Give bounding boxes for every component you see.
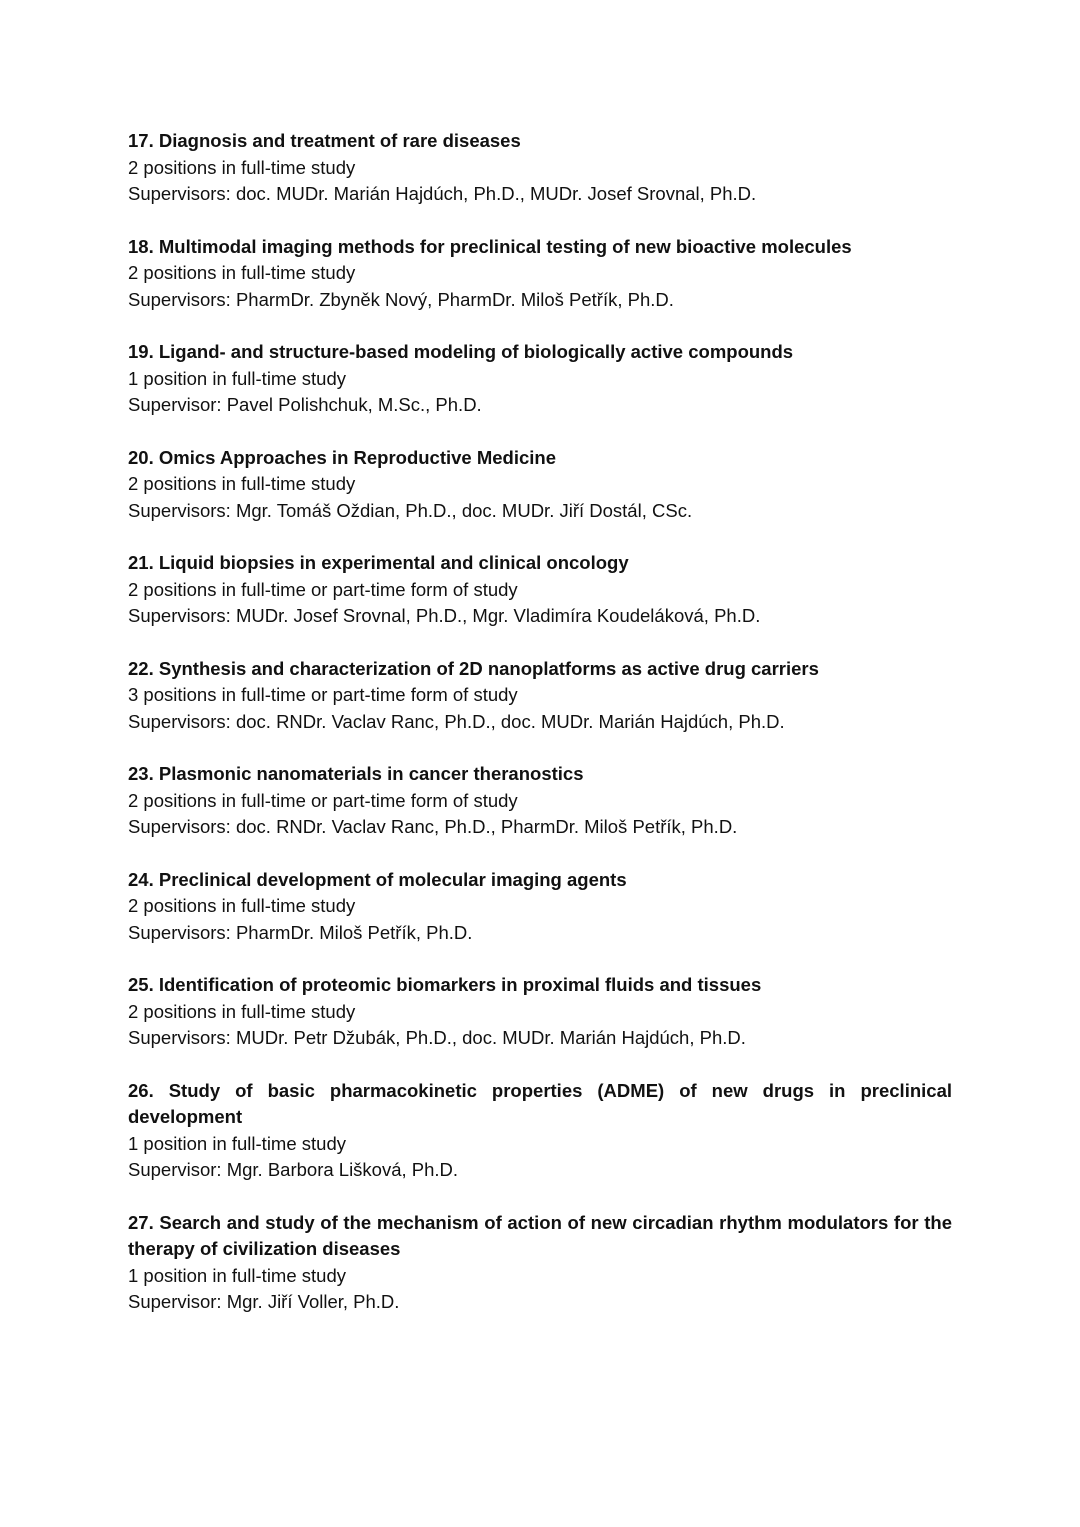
entry-title: 23. Plasmonic nanomaterials in cancer theranostics bbox=[128, 763, 584, 784]
position-entry-20 bbox=[128, 445, 952, 525]
entry-positions: 2 positions in full-time study bbox=[128, 262, 356, 283]
entry-title: 27. Search and study of the mechanism of action of new circadian rhythm modulators for the therapy of civilization diseases bbox=[128, 1211, 952, 1259]
entry-supervisors: Supervisor: Pavel Polishchuk, M.Sc., Ph.D. bbox=[128, 394, 482, 415]
entry-supervisors: Supervisor: Mgr. Jiří Voller, Ph.D. bbox=[128, 1291, 400, 1312]
entry-supervisors: Supervisors: doc. RNDr. Vaclav Ranc, Ph.D., PharmDr. Miloš Petřík, Ph.D. bbox=[128, 816, 738, 837]
position-entry-27 bbox=[128, 1210, 952, 1316]
entry-positions: 2 positions in full-time study bbox=[128, 473, 356, 494]
entry-title: 25. Identification of proteomic biomarkers in proximal fluids and tissues bbox=[128, 974, 762, 995]
position-entry-17 bbox=[128, 128, 952, 208]
entry-title: 24. Preclinical development of molecular imaging agents bbox=[128, 868, 627, 890]
entry-supervisors: Supervisors: MUDr. Josef Srovnal, Ph.D., Mgr. Vladimíra Koudeláková, Ph.D. bbox=[128, 605, 761, 626]
entry-supervisors: Supervisor: Mgr. Barbora Lišková, Ph.D. bbox=[128, 1159, 459, 1180]
entry-title: 17. Diagnosis and treatment of rare diseases bbox=[128, 130, 521, 151]
entry-title: 26. Study of basic pharmacokinetic properties (ADME) of new drugs in preclinical development bbox=[128, 1079, 952, 1127]
entry-positions: 1 position in full-time study bbox=[128, 1132, 346, 1154]
entry-supervisors: Supervisors: doc. MUDr. Marián Hajdúch, Ph.D., MUDr. Josef Srovnal, Ph.D. bbox=[128, 183, 757, 204]
entry-positions: 1 position in full-time study bbox=[128, 1264, 346, 1286]
entry-positions: 2 positions in full-time study bbox=[128, 1000, 356, 1022]
entry-title: 19. Ligand- and structure-based modeling of biologically active compounds bbox=[128, 341, 794, 362]
entry-title: 22. Synthesis and characterization of 2D nanoplatforms as active drug carriers bbox=[128, 657, 819, 679]
entry-supervisors: Supervisors: PharmDr. Zbyněk Nový, PharmDr. Miloš Petřík, Ph.D. bbox=[128, 288, 674, 310]
position-entry-25 bbox=[128, 972, 952, 1052]
position-entry-23 bbox=[128, 761, 952, 841]
entry-positions: 3 positions in full-time or part-time form of study bbox=[128, 684, 518, 705]
position-entry-26 bbox=[128, 1078, 952, 1184]
position-entry-18 bbox=[128, 234, 952, 314]
entry-positions: 2 positions in full-time study bbox=[128, 156, 356, 178]
entry-positions: 2 positions in full-time or part-time form of study bbox=[128, 578, 518, 600]
position-entry-24 bbox=[128, 867, 952, 947]
entry-positions: 2 positions in full-time or part-time form of study bbox=[128, 789, 518, 811]
entry-positions: 1 position in full-time study bbox=[128, 367, 346, 389]
entry-supervisors: Supervisors: Mgr. Tomáš Oždian, Ph.D., doc. MUDr. Jiří Dostál, CSc. bbox=[128, 499, 693, 521]
position-list bbox=[128, 128, 952, 1342]
entry-supervisors: Supervisors: PharmDr. Miloš Petřík, Ph.D. bbox=[128, 921, 473, 943]
entry-supervisors: Supervisors: MUDr. Petr Džubák, Ph.D., doc. MUDr. Marián Hajdúch, Ph.D. bbox=[128, 1027, 746, 1048]
entry-title: 20. Omics Approaches in Reproductive Medicine bbox=[128, 446, 557, 468]
position-entry-22 bbox=[128, 656, 952, 736]
entry-title: 21. Liquid biopsies in experimental and clinical oncology bbox=[128, 552, 629, 573]
entry-title: 18. Multimodal imaging methods for preclinical testing of new bioactive molecules bbox=[128, 235, 852, 257]
entry-positions: 2 positions in full-time study bbox=[128, 895, 356, 916]
position-entry-21 bbox=[128, 550, 952, 630]
entry-supervisors: Supervisors: doc. RNDr. Vaclav Ranc, Ph.D., doc. MUDr. Marián Hajdúch, Ph.D. bbox=[128, 710, 785, 732]
position-entry-19 bbox=[128, 339, 952, 419]
